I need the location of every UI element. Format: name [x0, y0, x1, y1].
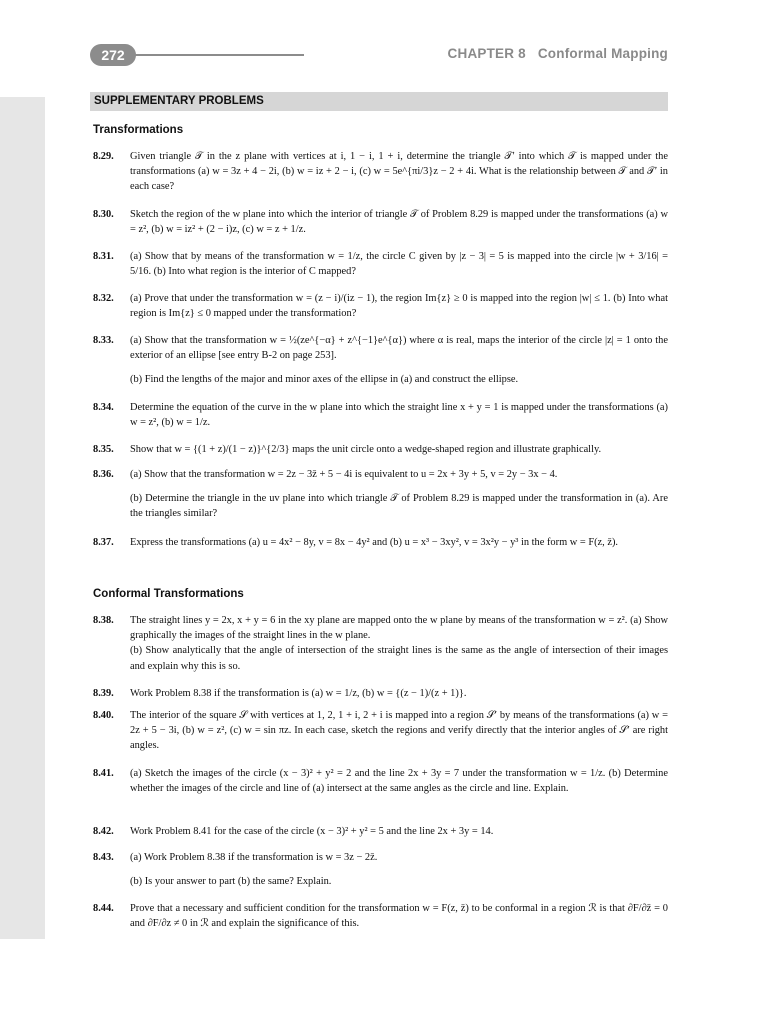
- problem-number: 8.38.: [93, 615, 114, 626]
- problem-text: Determine the equation of the curve in the w plane into which the straight line x + y = 1 is mapped under the transformations (a) w = z², (b) w = 1/z.: [130, 402, 668, 429]
- problem-number: 8.34.: [93, 402, 114, 413]
- problem-8-43: [93, 850, 668, 889]
- problem-8-32: [93, 291, 668, 321]
- problem-8-38: [93, 613, 668, 674]
- problem-8-35: [93, 442, 668, 457]
- problem-text-part-b: (b) Find the lengths of the major and minor axes of the ellipse in (a) and construct the ellipse.: [130, 374, 519, 386]
- problem-number: 8.41.: [93, 768, 114, 779]
- problem-8-36: [93, 467, 668, 522]
- problem-text: (a) Prove that under the transformation w = (z − i)/(iz − 1), the region Im{z} ≥ 0 is mapped into the region |w| ≤ 1. (b) Into what region is Im{z} ≤ 0 mapped under the transformation?: [130, 293, 668, 320]
- problem-number: 8.37.: [93, 537, 114, 548]
- problem-8-31: [93, 249, 668, 279]
- problem-text-part-a: (a) Work Problem 8.38 if the transformation is w = 3z − 2z̄.: [130, 852, 378, 863]
- page-side-band: [0, 97, 45, 939]
- problem-text: Show that w = {(1 + z)/(1 − z)}^{2/3} maps the unit circle onto a wedge-shaped region and illustrate graphically.: [130, 444, 602, 455]
- problem-text: The interior of the square 𝒮 with vertices at 1, 2, 1 + i, 2 + i is mapped into a region 𝒮′ by means of the transformations (a) w = 2z + 5 − 3i, (b) w = z², (c) w = sin πz. In each case, sketch the regions and verify directly that the interior angles of 𝒮′ are right angles.: [130, 710, 668, 752]
- problem-number: 8.39.: [93, 688, 114, 699]
- subsection-heading-conformal-transformations: Conformal Transformations: [93, 588, 244, 600]
- problem-number: 8.43.: [93, 852, 114, 863]
- problem-8-30: [93, 207, 668, 237]
- problem-8-37: [93, 535, 668, 550]
- header-rule: [134, 54, 304, 56]
- problem-number: 8.33.: [93, 335, 114, 346]
- problem-8-41: [93, 766, 668, 796]
- problem-8-34: [93, 400, 668, 430]
- problem-8-29: [93, 149, 668, 195]
- problem-8-42: [93, 824, 668, 839]
- problem-text: (a) Show that by means of the transformation w = 1/z, the circle C given by |z − 3| = 5 is mapped into the circle |w + 3/16| = 5/16. (b) Into what region is the interior of C mapped?: [130, 251, 668, 278]
- problem-text-part-a: (a) Show that the transformation w = 2z − 3z̄ + 5 − 4i is equivalent to u = 2x + 3y + 5, v = 2y − 3x − 4.: [130, 469, 558, 480]
- problem-number: 8.29.: [93, 151, 114, 162]
- problem-text: Given triangle 𝒯 in the z plane with vertices at i, 1 − i, 1 + i, determine the triangle 𝒯′ into which 𝒯 is mapped under the transformations (a) w = 3z + 4 − 2i, (b) w = iz + 2 − i, (c) w = 5e^{πi/3}z − 2 + 4i. What is the relationship between 𝒯 and 𝒯′ in each case?: [130, 151, 668, 193]
- problem-text: Work Problem 8.38 if the transformation is (a) w = 1/z, (b) w = {(z − 1)/(z + 1)}.: [130, 688, 467, 699]
- problem-number: 8.30.: [93, 209, 114, 220]
- problem-text-part-b: (b) Show analytically that the angle of intersection of the straight lines is the same as the angle of intersection of their images and explain why this is so.: [130, 645, 668, 672]
- section-title: SUPPLEMENTARY PROBLEMS: [90, 92, 668, 111]
- problem-number: 8.44.: [93, 903, 114, 914]
- problem-text: Work Problem 8.41 for the case of the circle (x − 3)² + y² = 5 and the line 2x + 3y = 14.: [130, 826, 494, 837]
- problem-number: 8.31.: [93, 251, 114, 262]
- problem-8-40: [93, 708, 668, 754]
- problem-8-44: [93, 901, 668, 931]
- problem-number: 8.36.: [93, 469, 114, 480]
- problem-number: 8.42.: [93, 826, 114, 837]
- subsection-heading-transformations: Transformations: [93, 124, 184, 136]
- problem-number: 8.35.: [93, 444, 114, 455]
- problem-text-part-a: The straight lines y = 2x, x + y = 6 in the xy plane are mapped onto the w plane by means of the transformation w = z². (a) Show graphically the images of the straight lines in the w plane.: [130, 615, 668, 642]
- problem-number: 8.32.: [93, 293, 114, 304]
- problem-text-part-a: (a) Show that the transformation w = ½(ze^{−α} + z^{−1}e^{α}) where α is real, maps the interior of the circle |z| = 1 onto the exterior of an ellipse [see entry B-2 on page 253].: [130, 335, 668, 362]
- chapter-title: Conformal Mapping: [537, 46, 668, 61]
- problem-text-part-b: (b) Determine the triangle in the uv plane into which triangle 𝒯 of Problem 8.29 is mapped under the transformation in (a). Are the triangles similar?: [130, 493, 668, 520]
- chapter-label: CHAPTER 8: [447, 46, 526, 61]
- problem-text: Sketch the region of the w plane into which the interior of triangle 𝒯 of Problem 8.29 is mapped under the transformations (a) w = z², (b) w = iz² + (2 − i)z, (c) w = z + 1/z.: [130, 209, 668, 236]
- problem-text: Prove that a necessary and sufficient condition for the transformation w = F(z, z̄) to be conformal in a region ℛ is that ∂F/∂z̄ = 0 and ∂F/∂z ≠ 0 in ℛ and explain the significance of this.: [130, 903, 668, 930]
- page-header: [90, 44, 668, 68]
- problem-number: 8.40.: [93, 710, 114, 721]
- page-number-badge: 272: [90, 44, 136, 66]
- running-head: [448, 46, 668, 61]
- problem-8-39: [93, 686, 668, 701]
- problem-8-33: [93, 333, 668, 388]
- problem-text: Express the transformations (a) u = 4x² − 8y, v = 8x − 4y² and (b) u = x³ − 3xy², v = 3x²y − y³ in the form w = F(z, z̄).: [130, 537, 619, 548]
- problem-text-part-b: (b) Is your answer to part (b) the same? Explain.: [130, 876, 332, 888]
- problem-text: (a) Sketch the images of the circle (x − 3)² + y² = 2 and the line 2x + 3y = 7 under the transformation w = 1/z. (b) Determine whether the images of the circle and line of (a) intersect at the same angles as the circle and line. Explain.: [130, 768, 668, 795]
